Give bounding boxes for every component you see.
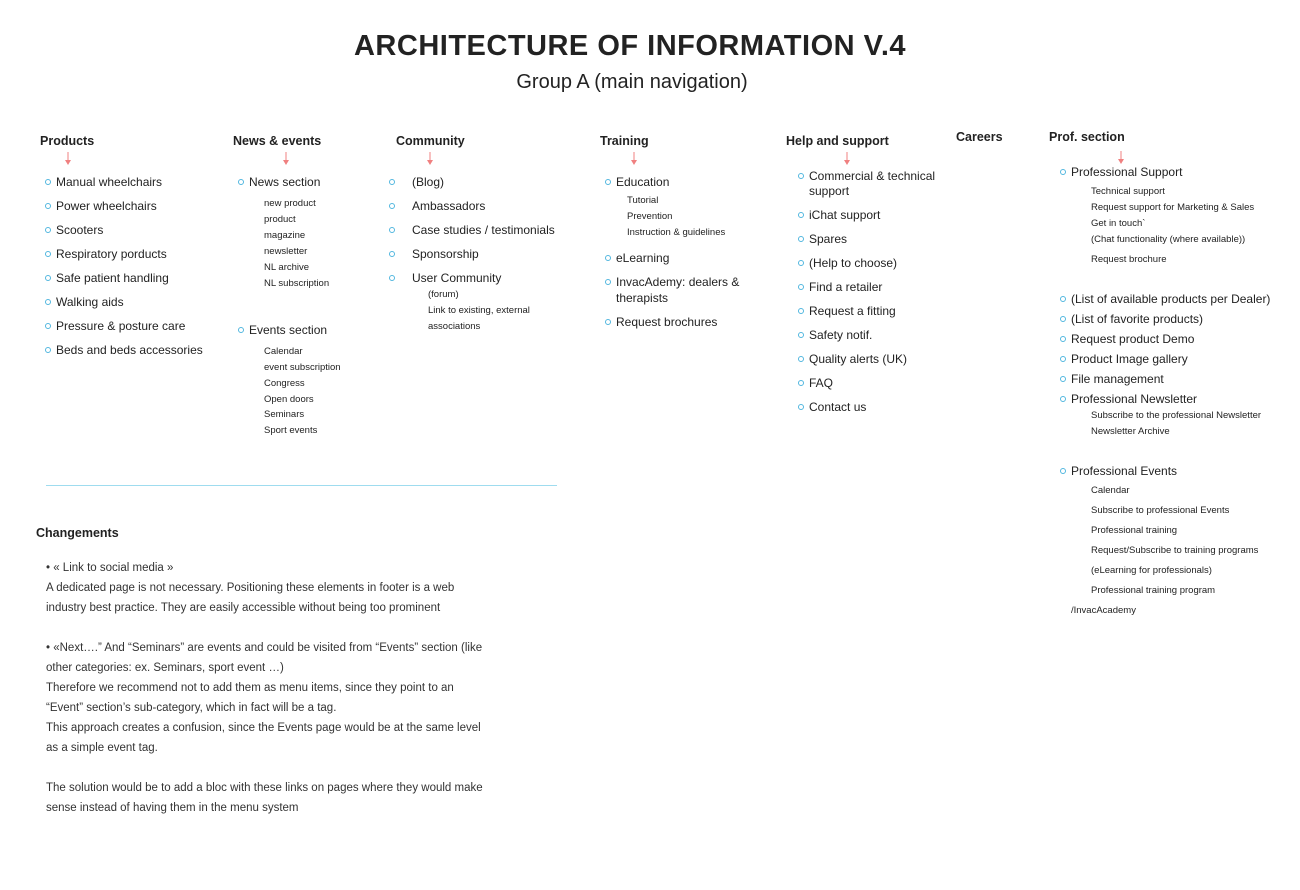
list-item: Case studies / testimonials xyxy=(412,223,555,237)
sub-item: Instruction & guidelines xyxy=(627,227,726,238)
prof-section-heading: Prof. section xyxy=(1049,130,1125,144)
list-item: FAQ xyxy=(809,376,834,390)
sub-item: associations xyxy=(428,321,481,332)
note-line: “Event” section’s sub-category, which in fact will be a tag. xyxy=(46,702,337,714)
bullet-icon xyxy=(605,319,611,325)
list-item: Sponsorship xyxy=(412,247,479,261)
sub-item: Congress xyxy=(264,378,305,389)
bullet-icon xyxy=(389,275,395,281)
help-support-heading: Help and support xyxy=(786,134,889,148)
list-item: News section xyxy=(249,175,321,189)
sub-item: new product xyxy=(264,198,316,209)
bullet-icon xyxy=(45,299,51,305)
down-arrow-icon xyxy=(630,152,638,166)
sub-item: (forum) xyxy=(428,289,459,300)
bullet-icon xyxy=(798,173,804,179)
bullet-icon xyxy=(798,212,804,218)
list-item: Beds and beds accessories xyxy=(56,343,203,357)
bullet-icon xyxy=(798,404,804,410)
sub-item: NL subscription xyxy=(264,278,330,289)
sub-item: Get in touch` xyxy=(1091,218,1146,229)
bullet-icon xyxy=(45,275,51,281)
bullet-icon xyxy=(798,380,804,386)
sub-item: (Chat functionality (where available)) xyxy=(1091,234,1246,245)
list-item: Find a retailer xyxy=(809,280,883,294)
page-subtitle: Group A (main navigation) xyxy=(516,71,748,93)
sub-item: product xyxy=(264,214,296,225)
list-item: Quality alerts (UK) xyxy=(809,352,908,366)
list-item: Walking aids xyxy=(56,295,124,309)
sub-item: /InvacAcademy xyxy=(1071,605,1136,616)
bullet-icon xyxy=(389,227,395,233)
changements-heading: Changements xyxy=(36,526,119,540)
bullet-icon xyxy=(798,356,804,362)
sub-item: event subscription xyxy=(264,362,341,373)
note-line: as a simple event tag. xyxy=(46,742,158,754)
bullet-icon xyxy=(238,327,244,333)
down-arrow-icon xyxy=(843,152,851,166)
training-heading: Training xyxy=(600,134,649,148)
bullet-icon xyxy=(1060,316,1066,322)
note-line: The solution would be to add a bloc with these links on pages where they would make xyxy=(46,782,483,794)
sub-item: Request/Subscribe to training programs xyxy=(1091,545,1259,556)
note-line: Therefore we recommend not to add them as menu items, since they point to an xyxy=(46,682,454,694)
sub-item: Calendar xyxy=(1091,485,1130,496)
bullet-icon xyxy=(45,251,51,257)
sub-item: Sport events xyxy=(264,425,318,436)
list-item: Professional Newsletter xyxy=(1071,392,1198,406)
list-item: Safety notif. xyxy=(809,328,873,342)
list-item: Professional Events xyxy=(1071,464,1178,478)
down-arrow-icon xyxy=(282,152,290,166)
bullet-icon xyxy=(1060,356,1066,362)
down-arrow-icon xyxy=(64,152,72,166)
bullet-icon xyxy=(798,332,804,338)
down-arrow-icon xyxy=(1117,151,1125,165)
list-item: Spares xyxy=(809,232,848,246)
list-item: eLearning xyxy=(616,251,670,265)
list-item: Scooters xyxy=(56,223,104,237)
sub-item: Request brochure xyxy=(1091,254,1167,265)
sub-item: Newsletter Archive xyxy=(1091,426,1170,437)
note-line: sense instead of having them in the menu system xyxy=(46,802,299,814)
note-line: • «Next….” And “Seminars” are events and could be visited from “Events” section (like xyxy=(46,642,483,654)
sub-item: Subscribe to the professional Newsletter xyxy=(1091,410,1262,421)
bullet-icon xyxy=(389,179,395,185)
sub-item: newsletter xyxy=(264,246,308,257)
bullet-icon xyxy=(798,284,804,290)
list-item: Education xyxy=(616,175,670,189)
list-item: therapists xyxy=(616,291,669,305)
sub-item: Link to existing, external xyxy=(428,305,530,316)
bullet-icon xyxy=(605,255,611,261)
list-item: User Community xyxy=(412,271,502,285)
sub-item: Open doors xyxy=(264,394,314,405)
list-item: InvacAdemy: dealers & xyxy=(616,275,740,289)
bullet-icon xyxy=(1060,376,1066,382)
list-item: Contact us xyxy=(809,400,867,414)
bullet-icon xyxy=(45,203,51,209)
list-item: Product Image gallery xyxy=(1071,352,1188,366)
sub-item: magazine xyxy=(264,230,306,241)
sub-item: NL archive xyxy=(264,262,310,273)
careers-heading: Careers xyxy=(956,130,1003,144)
page-title: ARCHITECTURE OF INFORMATION V.4 xyxy=(353,30,906,62)
bullet-icon xyxy=(1060,396,1066,402)
list-item: Request a fitting xyxy=(809,304,896,318)
bullet-icon xyxy=(45,323,51,329)
sub-item: Prevention xyxy=(627,211,673,222)
news-events-heading: News & events xyxy=(233,134,322,148)
list-item: Request product Demo xyxy=(1071,332,1195,346)
note-line: • « Link to social media » xyxy=(46,562,174,574)
divider xyxy=(46,485,557,486)
list-item: (Blog) xyxy=(412,175,445,189)
list-item: Respiratory porducts xyxy=(56,247,167,261)
sub-item: Subscribe to professional Events xyxy=(1091,505,1230,516)
note-line: This approach creates a confusion, since the Events page would be at the same level xyxy=(46,722,481,734)
bullet-icon xyxy=(1060,336,1066,342)
products-heading: Products xyxy=(40,134,95,148)
bullet-icon xyxy=(1060,296,1066,302)
list-item: (List of favorite products) xyxy=(1071,312,1204,326)
bullet-icon xyxy=(798,236,804,242)
bullet-icon xyxy=(798,308,804,314)
bullet-icon xyxy=(389,203,395,209)
note-line: industry best practice. They are easily accessible without being too prominent xyxy=(46,602,441,614)
down-arrow-icon xyxy=(426,152,434,166)
sub-item: (eLearning for professionals) xyxy=(1091,565,1212,576)
bullet-icon xyxy=(605,179,611,185)
list-item: Professional Support xyxy=(1071,165,1183,179)
bullet-icon xyxy=(1060,468,1066,474)
sub-item: Professional training xyxy=(1091,525,1178,536)
list-item: Power wheelchairs xyxy=(56,199,157,213)
sub-item: Professional training program xyxy=(1091,585,1216,596)
sub-item: Request support for Marketing & Sales xyxy=(1091,202,1255,213)
sub-item: Seminars xyxy=(264,409,305,420)
bullet-icon xyxy=(238,179,244,185)
bullet-icon xyxy=(1060,169,1066,175)
list-item: Ambassadors xyxy=(412,199,486,213)
list-item: Events section xyxy=(249,323,328,337)
list-item: iChat support xyxy=(809,208,881,222)
list-item: Manual wheelchairs xyxy=(56,175,163,189)
bullet-icon xyxy=(798,260,804,266)
note-line: other categories: ex. Seminars, sport event …) xyxy=(46,662,284,674)
note-line: A dedicated page is not necessary. Positioning these elements in footer is a web xyxy=(46,582,455,594)
list-item: File management xyxy=(1071,372,1164,386)
list-item: (Help to choose) xyxy=(809,256,898,270)
list-item: Request brochures xyxy=(616,315,718,329)
sub-item: Tutorial xyxy=(627,195,659,206)
list-item: support xyxy=(809,184,850,198)
list-item: Pressure & posture care xyxy=(56,319,186,333)
sub-item: Technical support xyxy=(1091,186,1165,197)
bullet-icon xyxy=(45,347,51,353)
bullet-icon xyxy=(605,279,611,285)
bullet-icon xyxy=(45,179,51,185)
community-heading: Community xyxy=(396,134,465,148)
bullet-icon xyxy=(45,227,51,233)
list-item: (List of available products per Dealer) xyxy=(1071,292,1271,306)
bullet-icon xyxy=(389,251,395,257)
sub-item: Calendar xyxy=(264,346,303,357)
list-item: Safe patient handling xyxy=(56,271,169,285)
list-item: Commercial & technical xyxy=(809,169,936,183)
